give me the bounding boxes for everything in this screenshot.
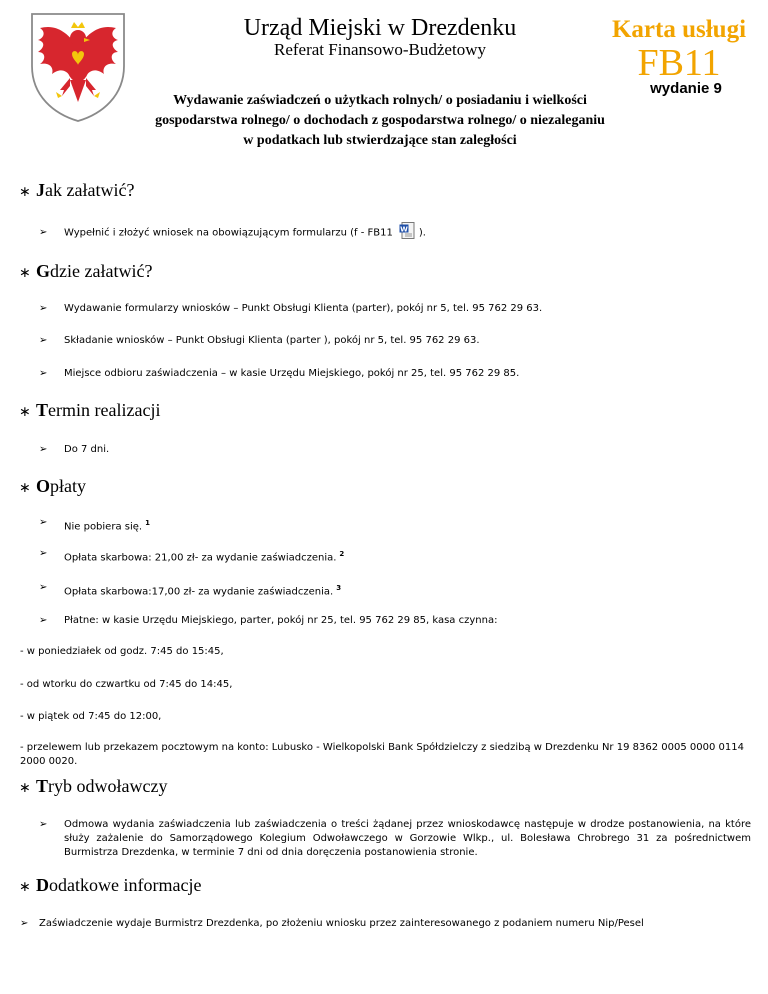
arrow-bullet-icon: ➢	[20, 918, 29, 929]
word-document-icon[interactable]	[399, 222, 415, 239]
arrow-bullet-icon: ➢	[39, 227, 48, 238]
section-marker-icon: ∗	[19, 781, 31, 796]
section-marker-icon: ∗	[19, 266, 31, 281]
section-heading-additional: ∗ D odatkowe informacje	[19, 874, 201, 899]
coat-of-arms-icon	[26, 10, 130, 124]
section-marker-icon: ∗	[19, 405, 31, 420]
hours-line: - w poniedziałek od godz. 7:45 do 15:45,	[20, 646, 224, 657]
arrow-bullet-icon: ➢	[39, 368, 48, 379]
arrow-bullet-icon: ➢	[39, 582, 48, 593]
hours-line: - od wtorku do czwartku od 7:45 do 14:45,	[20, 679, 233, 690]
card-label: Karta usługi	[611, 16, 747, 43]
card-code: FB11	[637, 42, 721, 84]
list-item: ➢ Miejsce odbioru zaświadczenia – w kasie Urzędu Miejskiego, pokój nr 25, tel. 95 762 29 85.	[39, 368, 520, 379]
list-item: ➢ Składanie wniosków – Punkt Obsługi Klienta (parter ), pokój nr 5, tel. 95 762 29 63.	[39, 335, 480, 346]
hours-line: - w piątek od 7:45 do 12:00,	[20, 711, 162, 722]
section-heading-appeal: ∗ T ryb odwoławczy	[19, 775, 167, 800]
bank-account-line: - przelewem lub przekazem pocztowym na konto: Lubusko - Wielkopolski Bank Spółdzielczy z siedzibą w Drezdenku Nr 19 8362 0005 0000 0114 2000 0020.	[20, 742, 744, 767]
list-item: ➢ Opłata skarbowa:17,00 zł- za wydanie zaświadczenia. $^3$	[39, 582, 342, 598]
arrow-bullet-icon: ➢	[39, 819, 48, 830]
department-name: Referat Finansowo-Budżetowy	[274, 40, 486, 59]
office-name: Urząd Miejski w Drezdenku	[243, 15, 517, 41]
arrow-bullet-icon: ➢	[39, 548, 48, 559]
arrow-bullet-icon: ➢	[39, 444, 48, 455]
footnote-marker: 3	[336, 584, 342, 592]
list-item: ➢ Opłata skarbowa: 21,00 zł- za wydanie zaświadczenia. $^2$	[39, 548, 345, 564]
footnote-marker: 1	[145, 519, 150, 527]
section-heading-where: ∗ G dzie załatwić?	[19, 260, 152, 285]
section-heading-how: ∗ J ak załatwić?	[19, 179, 134, 204]
svg-text:W: W	[399, 225, 408, 234]
section-marker-icon: ∗	[19, 880, 31, 895]
list-item: ➢ Zaświadczenie wydaje Burmistrz Drezdenka, po złożeniu wniosku przez zainteresowanego z podaniem numeru Nip/Pesel	[20, 918, 644, 929]
arrow-bullet-icon: ➢	[39, 335, 48, 346]
section-marker-icon: ∗	[19, 185, 31, 200]
list-item: ➢ Odmowa wydania zaświadczenia lub zaświadczenia o treści żądanej przez wnioskodawcę następuje w drodze postanowienia, na które służy zażalenie do Samorządowego Kolegium Odwoławczego w Gorzowie Wlkp., ul. Bolesława Chrobrego 31 za pośrednictwem Burmistrza Drezdenka, w terminie 7 dni od dnia doręczenia postanowienia stronie.	[39, 819, 751, 858]
list-item: ➢ Nie pobiera się. $^1$	[39, 517, 150, 533]
arrow-bullet-icon: ➢	[39, 303, 48, 314]
arrow-bullet-icon: ➢	[39, 517, 48, 528]
list-item: ➢ Do 7 dni.	[39, 444, 110, 455]
footnote-marker: 2	[339, 550, 345, 558]
arrow-bullet-icon: ➢	[39, 615, 48, 626]
list-item: ➢ Wypełnić i złożyć wniosek na obowiązującym formularzu (f - FB11 W ).	[39, 226, 426, 241]
section-heading-deadline: ∗ T ermin realizacji	[19, 399, 160, 424]
edition-label: wydanie 9	[650, 80, 722, 97]
section-heading-fees: ∗ O płaty	[19, 475, 86, 500]
list-item: ➢ Wydawanie formularzy wniosków – Punkt Obsługi Klienta (parter), pokój nr 5, tel. 95 762 29 63.	[39, 303, 543, 314]
list-item: ➢ Płatne: w kasie Urzędu Miejskiego, parter, pokój nr 25, tel. 95 762 29 85, kasa czynna:	[39, 615, 498, 626]
service-title: Wydawanie zaświadczeń o użytkach rolnych/ o posiadaniu i wielkości gospodarstwa rolnego/ o dochodach z gospodarstwa rolnego/ o niezaleganiu w podatkach lub stwierdzające stan zaległości	[155, 93, 605, 148]
section-marker-icon: ∗	[19, 481, 31, 496]
